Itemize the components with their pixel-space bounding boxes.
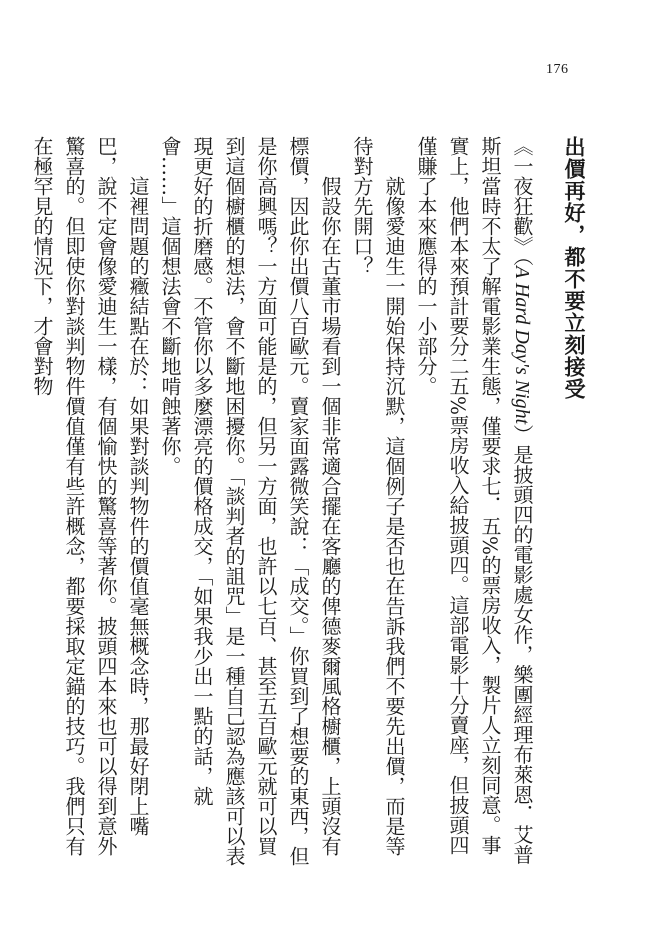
paragraph-3: 假設你在古董市場看到一個非常適合擺在客廳的俾德麥爾風格櫥櫃，上頭沒有標價，因此你出價八百歐元。賣家面露微笑說：「成交。」你買到了想要的東西，但是你高興嗎？一方面可能是的，但另一方面，也許以七百、甚至五百歐元就可以買到這個櫥櫃的想法，會不斷地困擾你。「談判者的詛咒」是一種自己認為應該可以表現更好的折磨感。不管你以多麼漂亮的價格成交，「如果我少出一點的話，就會……」這個想法會不斷地啃蝕著你。 (158, 136, 342, 866)
section-heading: 出價再好，都不要立刻接受 (562, 136, 586, 400)
paragraph-4: 這裡問題的癥結點在於：如果對談判物件的價值毫無概念時，那最好閉上嘴巴，說不定會像愛迪生一樣，有個愉快的驚喜等著你。披頭四本來也可以得到意外驚喜的。但即使你對談判物件價值僅有些許概念，都要採取定錨的技巧。我們只有在極罕見的情況下，才會對物 (30, 136, 150, 856)
paragraph-2: 就像愛迪生一開始保持沉默，這個例子是否也在告訴我們不要先出價，而是等待對方先開口？ (350, 136, 406, 856)
paragraph-1 (410, 136, 538, 866)
film-title-latin: A Hard Day's Night (511, 266, 533, 425)
paragraph-1-before: 《一夜狂歡》（ (510, 136, 534, 266)
page-number: 176 (546, 62, 569, 77)
vertical-text-body (30, 136, 590, 866)
paragraph-1-after: ）是披頭四的電影處女作，樂團經理布萊恩．艾普斯坦當時不太了解電影業生態，僅要求七．五%的票房收入，製片人立刻同意。事實上，他們本來預計要分二五%票房收入給披頭四。這部電影十分賣座，但披頭四僅賺了本來應得的一小部分。 (414, 136, 534, 865)
